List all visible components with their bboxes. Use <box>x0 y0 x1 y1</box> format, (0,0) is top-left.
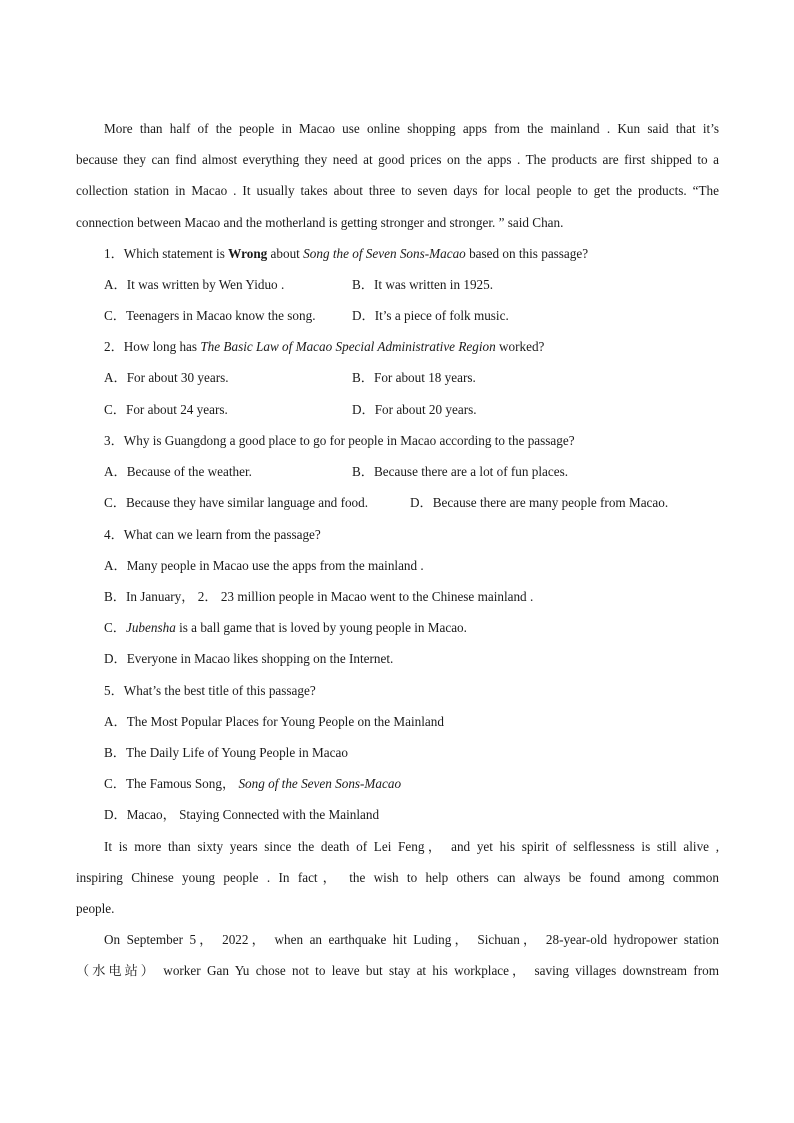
question-text: about <box>267 246 304 261</box>
option-a: A．For about 30 years. <box>104 370 229 385</box>
option-text: is a ball game that is loved by young people in Macao. <box>175 620 467 635</box>
option-a: A．It was written by Wen Yiduo . <box>104 277 285 292</box>
question-text: 2．How long has <box>104 339 201 354</box>
question-5: 5．What’s the best title of this passage? <box>104 683 316 698</box>
option-letter: C． <box>104 620 126 635</box>
game-name: Jubensha <box>125 620 176 635</box>
option-b: B．Because there are a lot of fun places. <box>352 464 569 479</box>
option-b: B．In January， 2． 23 million people in Macao went to the Chinese mainland . <box>104 589 534 604</box>
question-emphasis: Wrong <box>228 246 268 261</box>
question-2 <box>104 337 719 357</box>
option-c <box>104 618 467 638</box>
option-text: C．The Famous Song， <box>104 776 239 791</box>
question-text: 1．Which statement is <box>104 246 229 261</box>
song-title: Song the of Seven Sons-Macao <box>303 246 466 261</box>
option-d: D．For about 20 years. <box>352 402 477 417</box>
option-c: C．Because they have similar language and food. <box>104 495 369 510</box>
question-3: 3．Why is Guangdong a good place to go for people in Macao according to the passage? <box>104 433 575 448</box>
option-d: D．Macao， Staying Connected with the Mainland <box>104 807 380 822</box>
question-1 <box>104 244 719 264</box>
option-b: B．For about 18 years. <box>352 370 476 385</box>
passage-line: inspiring Chinese young people . In fact， the wish to help others can always be found among common <box>76 870 719 885</box>
question-text: worked? <box>495 339 545 354</box>
option-d: D．It’s a piece of folk music. <box>352 308 509 323</box>
question-text: based on this passage? <box>465 246 589 261</box>
law-title: The Basic Law of Macao Special Administrative Region <box>200 339 496 354</box>
passage-line: because they can find almost everything they need at good prices on the apps . The products are first shipped to a <box>76 152 719 167</box>
option-b: B．The Daily Life of Young People in Macao <box>104 745 348 760</box>
passage-line: connection between Macao and the motherland is getting stronger and stronger. ” said Chan. <box>76 215 564 230</box>
option-c: C．Teenagers in Macao know the song. <box>104 308 316 323</box>
option-a: A．The Most Popular Places for Young People on the Mainland <box>104 714 444 729</box>
passage-line: （水电站） worker Gan Yu chose not to leave but stay at his workplace， saving villages downstream from <box>76 963 719 978</box>
option-b: B．It was written in 1925. <box>352 277 494 292</box>
passage-line: It is more than sixty years since the death of Lei Feng， and yet his spirit of selflessness is still alive , <box>104 839 719 854</box>
option-a: A．Because of the weather. <box>104 464 252 479</box>
option-d: D．Everyone in Macao likes shopping on the Internet. <box>104 651 394 666</box>
song-title: Song of the Seven Sons-Macao <box>238 776 402 791</box>
option-d: D．Because there are many people from Macao. <box>410 495 669 510</box>
option-a: A．Many people in Macao use the apps from the mainland . <box>104 558 424 573</box>
passage-line: More than half of the people in Macao use online shopping apps from the mainland . Kun said that it’s <box>104 121 719 136</box>
question-4: 4．What can we learn from the passage? <box>104 527 321 542</box>
option-c <box>104 774 401 794</box>
passage-line: collection station in Macao . It usually takes about three to seven days for local people to get the products. “The <box>76 183 719 198</box>
option-c: C．For about 24 years. <box>104 402 228 417</box>
passage-line: people. <box>76 901 115 916</box>
passage-line: On September 5， 2022， when an earthquake hit Luding， Sichuan， 28-year-old hydropower station <box>104 932 719 947</box>
